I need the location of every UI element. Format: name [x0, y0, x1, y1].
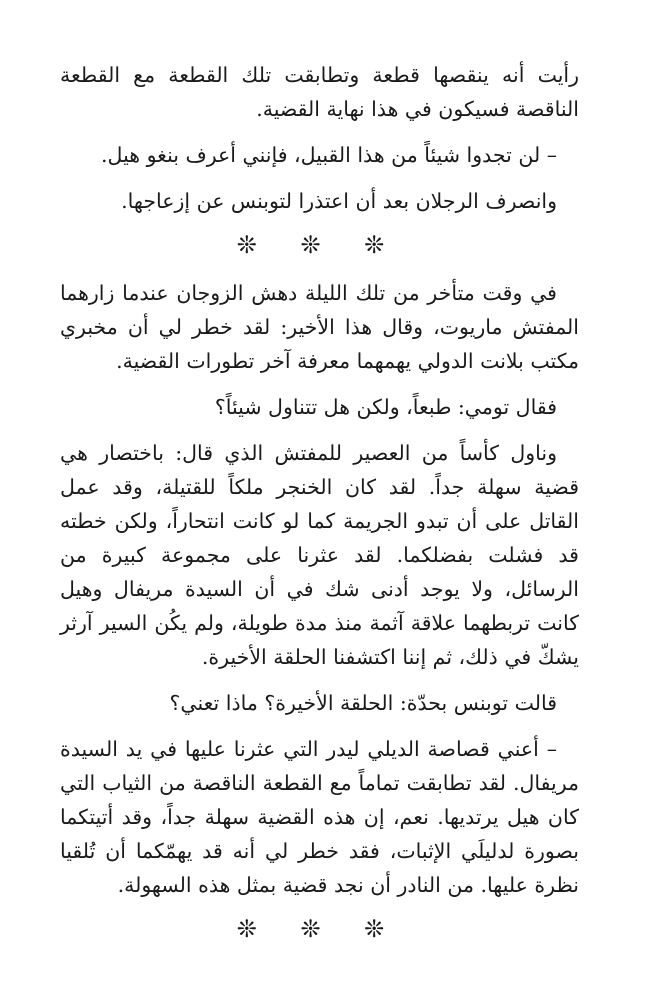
- paragraph-8: – أعني قصاصة الديلي ليدر التي عثرنا عليها في يد السيدة مريفال. لقد تطابقت تماماً مع القطعة الناقصة من الثياب التي كان هيل يرتديها. نعم، إن هذه القضية سهلة جداً، وقد أتيتكما بصورة لدليلَي الإثبات، فقد خطر لي أنه قد يهمّكما أن تُلقيا نظرة عليها. من النادر أن نجد قضية بمثل هذه السهولة.: [60, 737, 579, 897]
- paragraph-3: وانصرف الرجلان بعد أن اعتذرا لتوبنس عن إزعاجها.: [121, 189, 557, 213]
- paragraph-6: وناول كأساً من العصير للمفتش الذي قال: باختصار هي قضية سهلة جداً. لقد كان الخنجر ملكاً للقتيلة، وقد عمل القاتل على أن تبدو الجريمة كما لو كانت انتحاراً، ولكن خطته قد فشلت بفضلكما. لقد عثرنا على مجموعة كبيرة من الرسائل، ولا يوجد أدنى شك في أن السيدة مريفال وهيل كانت تربطهما علاقة آثمة منذ مدة طويلة، ولم يكُن السير آرثر يشكّ في ذلك، ثم إننا اكتشفنا الحلقة الأخيرة.: [60, 441, 579, 669]
- paragraph-5: فقال تومي: طبعاً، ولكن هل تتناول شيئاً؟: [214, 395, 557, 419]
- paragraph-1: رأيت أنه ينقصها قطعة وتطابقت تلك القطعة مع القطعة الناقصة فسيكون في هذا نهاية القضية.: [60, 63, 579, 121]
- paragraph-2: – لن تجدوا شيئاً من هذا القبيل، فإنني أعرف بنغو هيل.: [101, 143, 557, 167]
- section-separator-1: ❊ ❊ ❊: [236, 231, 403, 259]
- paragraph-7: قالت توبنس بحدّة: الحلقة الأخيرة؟ ماذا تعني؟: [169, 691, 557, 715]
- paragraph-4: في وقت متأخر من تلك الليلة دهش الزوجان عندما زارهما المفتش ماريوت، وقال هذا الأخير: لقد خطر لي أن مخبري مكتب بلانت الدولي يهمهما معرفة آخر تطورات القضية.: [60, 281, 579, 373]
- section-separator-2: ❊ ❊ ❊: [236, 915, 403, 943]
